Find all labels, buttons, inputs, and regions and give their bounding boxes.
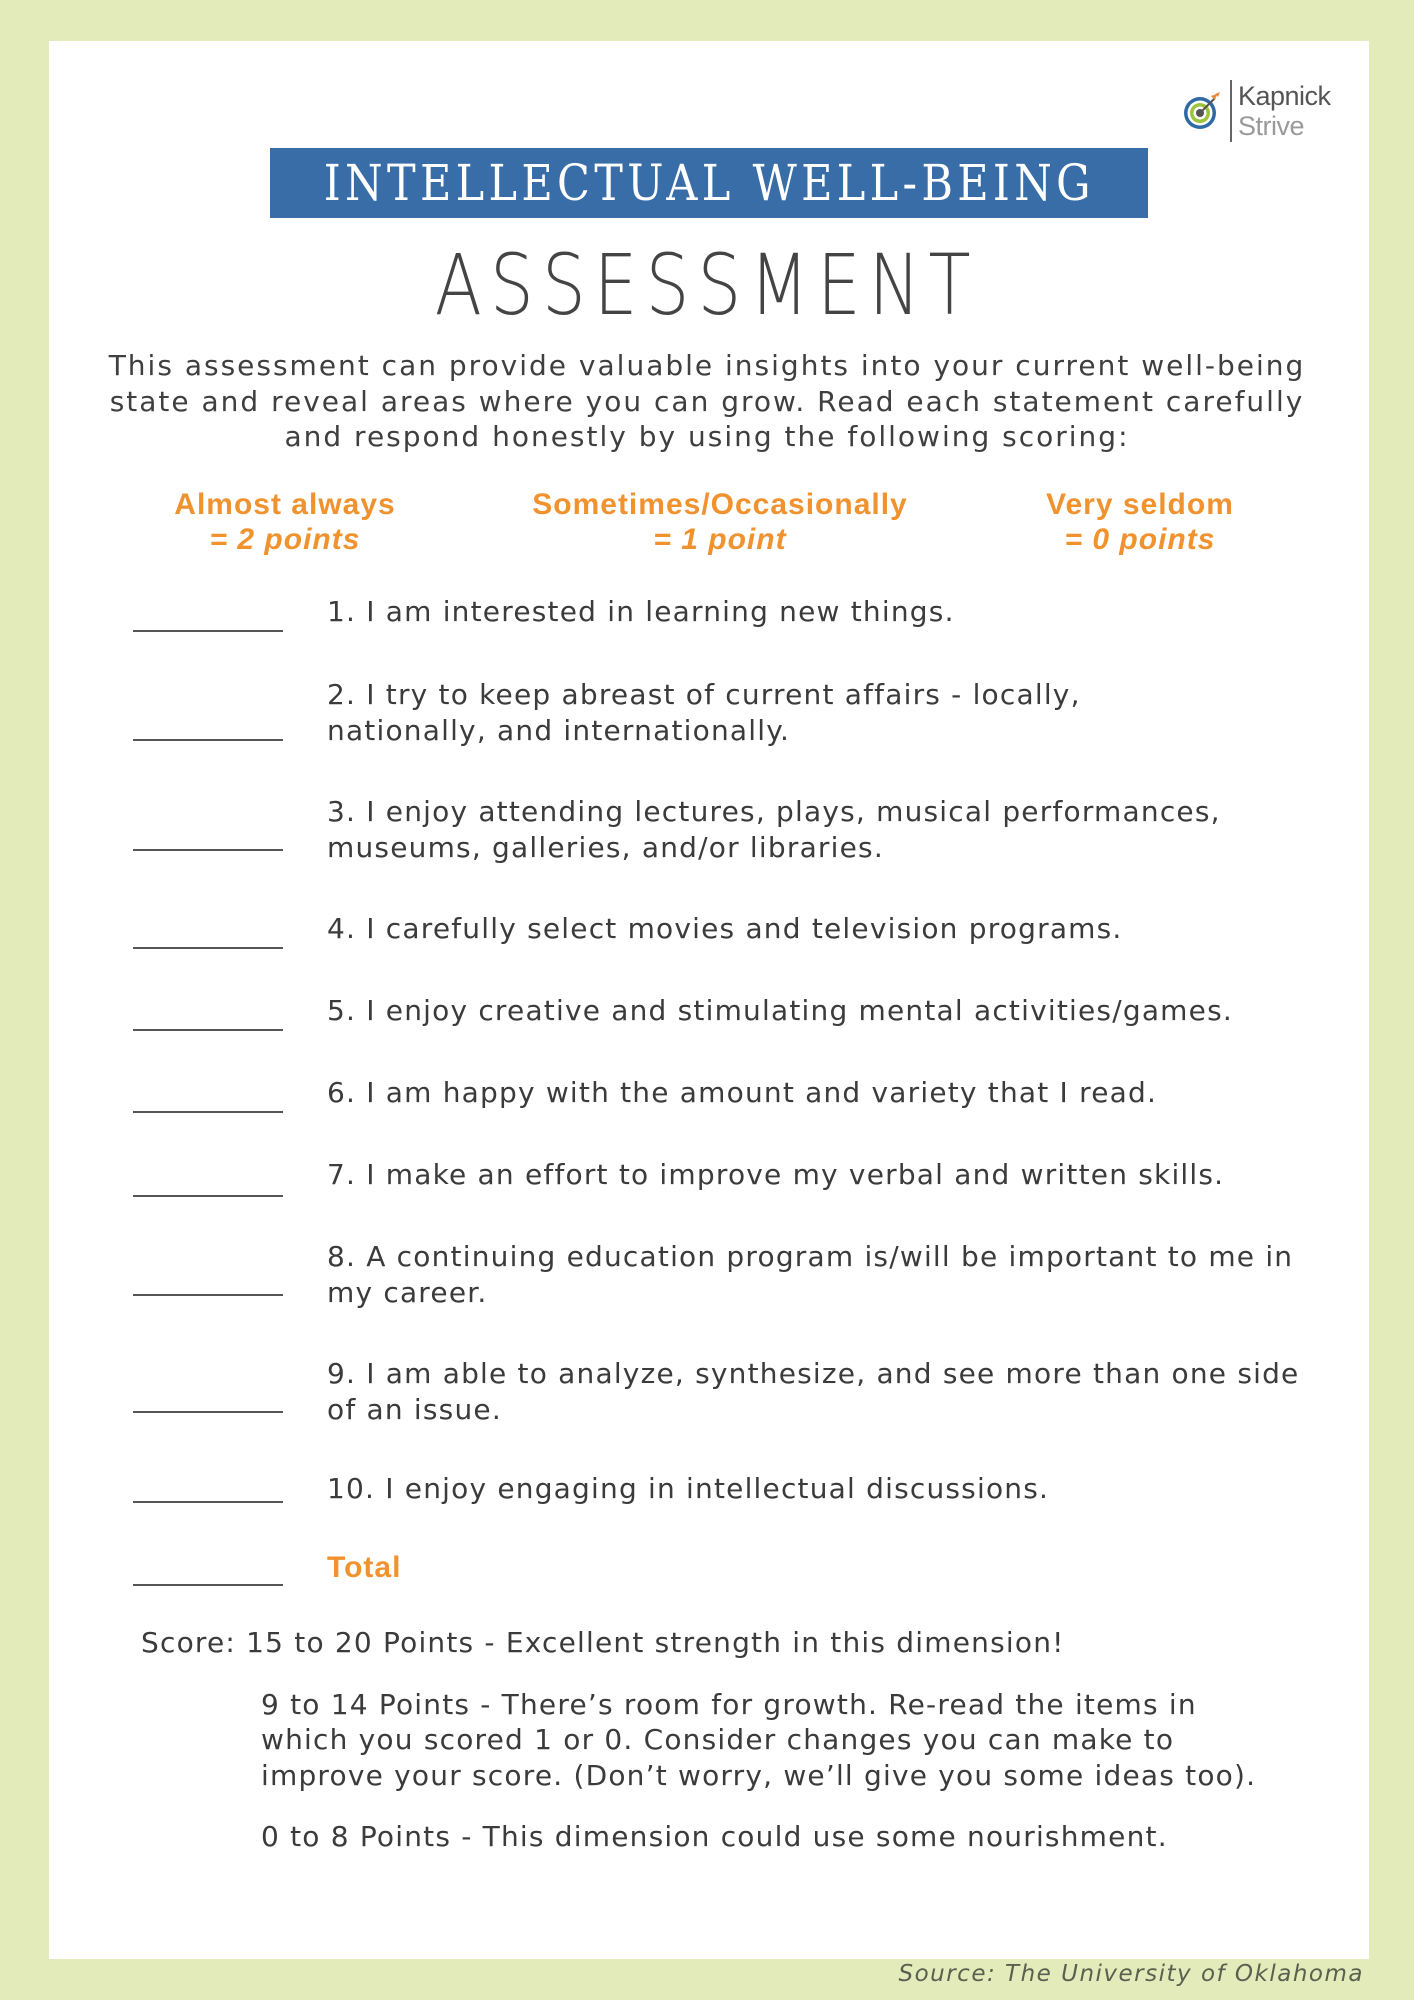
score-interpretation <box>141 1625 1291 1855</box>
page-title <box>0 236 1414 334</box>
score-blank[interactable] <box>133 739 283 741</box>
score-blank[interactable] <box>133 1111 283 1113</box>
score-blank[interactable] <box>133 1501 283 1503</box>
score-blank[interactable] <box>133 849 283 851</box>
source-credit: Source: The University of Oklahoma <box>898 1961 1364 1987</box>
scoring-label: Almost always <box>174 488 396 521</box>
item-text: 5. I enjoy creative and stimulating mental activities/games. <box>327 994 1233 1027</box>
scoring-option-almost-always <box>140 487 430 557</box>
target-arrow-icon <box>1182 91 1222 131</box>
total-blank[interactable] <box>133 1584 283 1586</box>
scoring-points: = 1 point <box>653 523 787 556</box>
item-text: 10. I enjoy engaging in intellectual discussions. <box>327 1472 1050 1505</box>
score-blank[interactable] <box>133 1294 283 1296</box>
scoring-option-sometimes <box>490 487 950 557</box>
item-text: 4. I carefully select movies and television programs. <box>327 912 1123 945</box>
kapnick-strive-logo <box>1182 78 1331 144</box>
score-mid: 9 to 14 Points - There’s room for growth. Re-read the items in which you scored 1 or 0. Consider changes you can make to improve your score. (Don’t worry, we’ll give you some ideas too). <box>261 1687 1257 1792</box>
title-banner <box>270 148 1148 218</box>
intro-paragraph: This assessment can provide valuable insights into your current well-being state and reveal areas where you can grow. Read each statement carefully and respond honestly by using the following scoring: <box>108 349 1306 453</box>
score-blank[interactable] <box>133 1195 283 1197</box>
score-blank[interactable] <box>133 1029 283 1031</box>
scoring-legend <box>0 487 1414 567</box>
scoring-points: = 0 points <box>1064 523 1216 556</box>
score-low: 0 to 8 Points - This dimension could use some nourishment. <box>261 1820 1168 1853</box>
page-title-text: ASSESSMENT <box>434 236 980 334</box>
score-blank[interactable] <box>133 1411 283 1413</box>
item-text: 8. A continuing education program is/will be important to me in my career. <box>327 1240 1294 1309</box>
total-label: Total <box>327 1551 402 1584</box>
logo-word-kapnick: Kapnick <box>1238 81 1331 111</box>
score-blank[interactable] <box>133 947 283 949</box>
item-text: 1. I am interested in learning new things. <box>327 595 955 628</box>
score-blank[interactable] <box>133 630 283 632</box>
item-text: 7. I make an effort to improve my verbal and written skills. <box>327 1158 1225 1191</box>
score-high: Score: 15 to 20 Points - Excellent strength in this dimension! <box>141 1626 1065 1659</box>
scoring-option-very-seldom <box>1010 487 1270 557</box>
scoring-points: = 2 points <box>209 523 361 556</box>
scoring-label: Very seldom <box>1046 488 1234 521</box>
logo-divider <box>1230 80 1232 142</box>
item-text: 9. I am able to analyze, synthesize, and see more than one side of an issue. <box>327 1357 1300 1426</box>
item-text: 6. I am happy with the amount and variety that I read. <box>327 1076 1158 1109</box>
banner-text: INTELLECTUAL WELL-BEING <box>323 154 1095 212</box>
item-text: 3. I enjoy attending lectures, plays, musical performances, museums, galleries, and/or libraries. <box>327 795 1221 864</box>
item-text: 2. I try to keep abreast of current affairs - locally, nationally, and internationally. <box>327 678 1081 747</box>
scoring-label: Sometimes/Occasionally <box>532 488 908 521</box>
logo-word-strive: Strive <box>1238 111 1305 141</box>
